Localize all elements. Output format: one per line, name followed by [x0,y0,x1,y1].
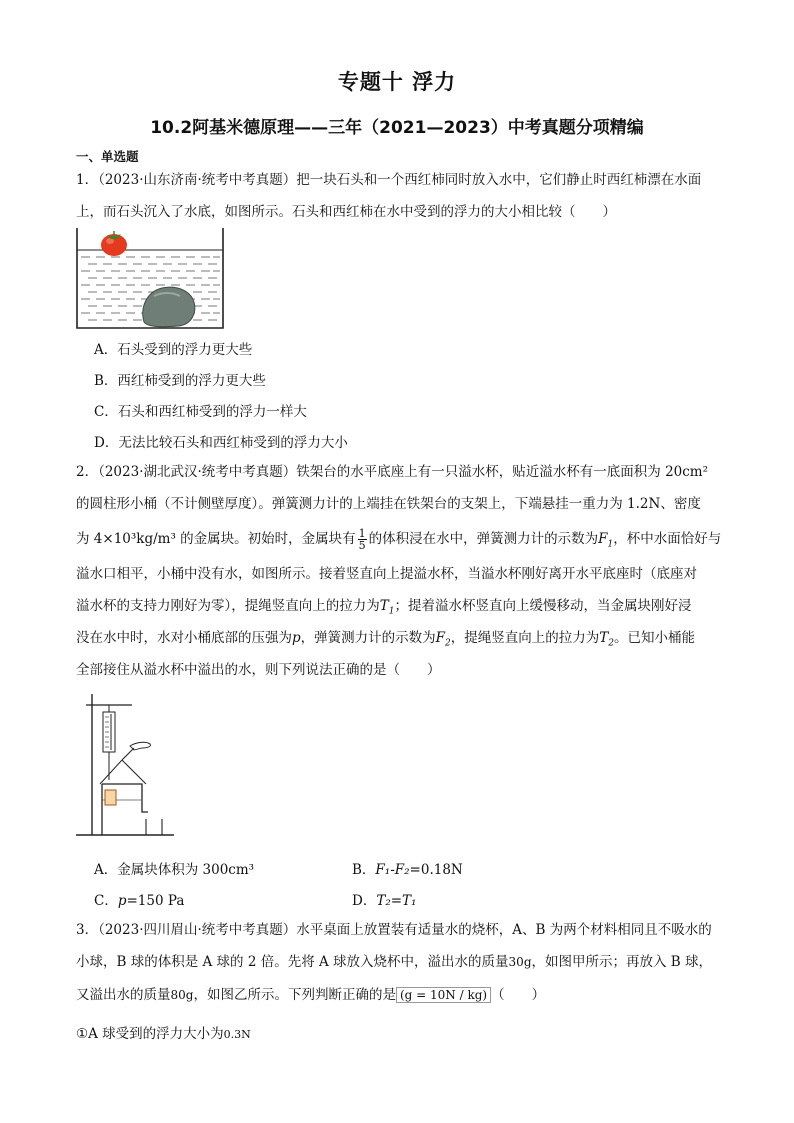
q3-statement-1: ①A 球受到的浮力大小为0.3N [76,1026,251,1042]
q1-option-c: C．石头和西红柿受到的浮力一样大 [94,404,307,420]
spring-scale-icon [103,705,115,780]
q1-line-2: 上，而石头沉入了水底，如图所示。石头和西红柿在水中受到的浮力的大小相比较（ ） [76,204,616,220]
q2-option-a: A．金属块体积为 300cm³ [94,862,255,878]
q1-option-b: B．西红柿受到的浮力更大些 [94,373,266,389]
section-heading: 一、单选题 [76,149,139,164]
page-subtitle: 10.2阿基米德原理——三年（2021—2023）中考真题分项精编 [150,118,644,138]
q2-option-d: D．T₂=T₁ [352,893,417,909]
q1-option-a: A．石头受到的浮力更大些 [94,342,253,358]
q2-line-2: 的圆柱形小桶（不计侧壁厚度）。弹簧测力计的上端挂在铁架台的支架上，下端悬挂一重力为 1.2N、密度 [76,496,701,512]
q1-figure [76,226,226,332]
q2-option-c: C．p=150 Pa [94,893,185,909]
q3-line-3: 又溢出水的质量80g，如图乙所示。下列判断正确的是 (g = 10N / kg) （ ） [76,987,546,1003]
q2-figure [76,692,176,840]
q3-line-1: 3．（2023·四川眉山·统考中考真题）水平桌面上放置装有适量水的烧杯，A、B 为两个材料相同且不吸水的 [76,922,712,938]
page-title: 专题十 浮力 [337,70,457,94]
q2-line-3: 为 4×10³kg/m³ 的金属块。初始时，金属块有 $\frac{1}{5}$ 的体积浸在水中，弹簧测力计的示数为$F_1$，杯中水面恰好与 [76,527,722,552]
small-bucket [146,819,162,835]
q3-line-2: 小球，B 球的体积是 A 球的 2 倍。先将 A 球放入烧杯中，溢出水的质量30g，如图甲所示；再放入 B 球， [76,954,713,970]
q2-line-5: 溢水杯的支持力刚好为零），提绳竖直向上的拉力为$T_1$；提着溢水杯竖直向上缓慢移动，当金属块刚好浸 [76,598,692,617]
q2-line-7: 全部接住从溢水杯中溢出的水，则下列说法正确的是（ ） [76,662,441,678]
gravity-constant: (g = 10N / kg) [396,987,491,1003]
q1-option-d: D．无法比较石头和西红柿受到的浮力大小 [94,435,348,451]
q2-option-b: B．F₁-F₂=0.18N [352,862,463,878]
fraction-one-fifth: $\frac{1}{5}$ [358,527,366,552]
q2-line-4: 溢水口相平，小桶中没有水，如图所示。接着竖直向上提溢水杯，当溢水杯刚好离开水平底座时（底座对 [76,566,697,582]
metal-block-icon [105,790,116,805]
q2-line-1: 2．（2023·湖北武汉·统考中考真题）铁架台的水平底座上有一只溢水杯，贴近溢水杯有一底面积为 20cm² [76,464,709,480]
stone-icon [143,287,195,327]
lift-rope [100,760,146,784]
hand-icon [122,742,151,760]
q2-line-6: 没在水中时，水对小桶底部的压强为p，弹簧测力计的示数为$F_2$，提绳竖直向上的拉力为$T_2$。已知小桶能 [76,630,696,649]
tomato-icon [101,231,127,256]
q1-line-1: 1．（2023·山东济南·统考中考真题）把一块石头和一个西红柿同时放入水中，它们静止时西红柿漂在水面 [76,172,702,188]
